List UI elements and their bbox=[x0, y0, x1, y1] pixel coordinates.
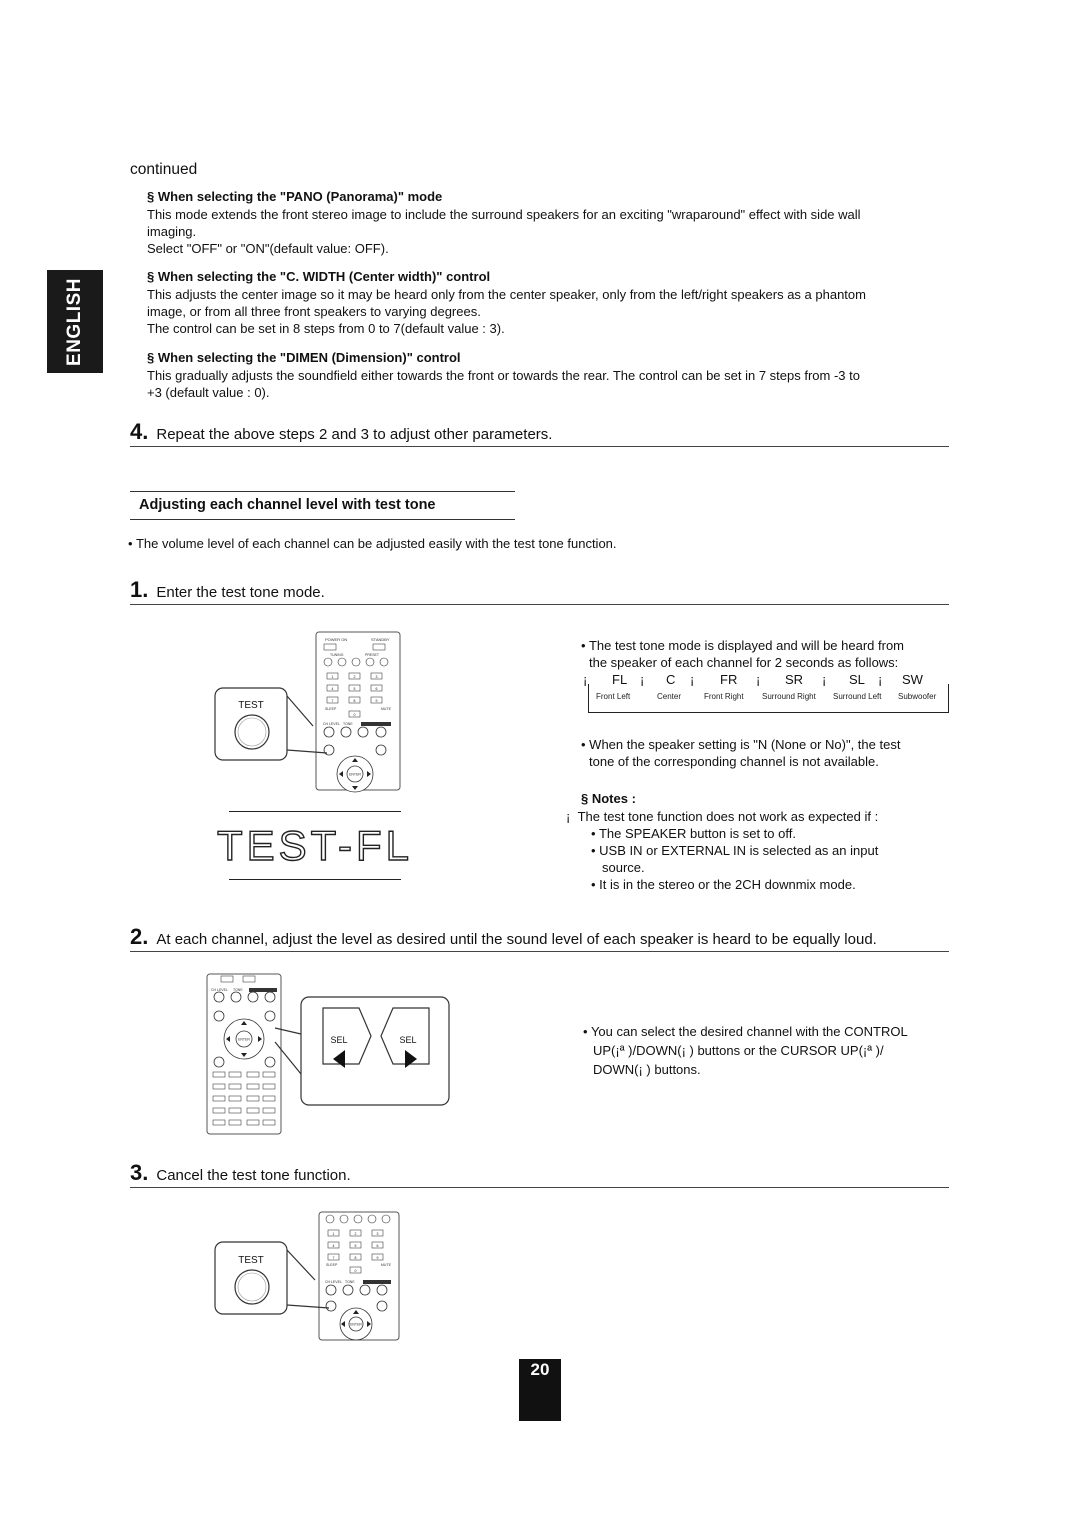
step-3: 3. Cancel the test tone function. bbox=[130, 1160, 351, 1185]
svg-text:8: 8 bbox=[354, 1256, 357, 1260]
seq-start-arrow: ¡ bbox=[583, 672, 588, 687]
svg-text:7: 7 bbox=[332, 1256, 335, 1260]
dimen-body: This gradually adjusts the soundfield either towards the front or towards the rear. The control can be set in 7 steps from -3 to +3 (default value : 0). bbox=[147, 368, 860, 400]
svg-text:SEL: SEL bbox=[399, 1035, 417, 1045]
pano-body: This mode extends the front stereo image to include the surround speakers for an exciting "wraparound" effect with side wall imaging. Select "OFF" or "ON"(default value: OFF). bbox=[147, 207, 861, 256]
seq-arrow: ¡ bbox=[822, 672, 827, 687]
svg-text:1: 1 bbox=[331, 675, 334, 679]
svg-text:SEL: SEL bbox=[330, 1035, 348, 1045]
svg-text:STANDBY: STANDBY bbox=[371, 637, 390, 642]
svg-text:ENTER: ENTER bbox=[350, 1322, 362, 1327]
svg-text:TONE: TONE bbox=[345, 1280, 355, 1284]
channel-code: SL bbox=[849, 672, 865, 687]
dimen-heading: § When selecting the "DIMEN (Dimension)" control bbox=[147, 350, 461, 365]
svg-text:CH LEVEL: CH LEVEL bbox=[325, 1280, 342, 1284]
remote-illustration-1 bbox=[213, 628, 403, 793]
svg-text:SLEEP: SLEEP bbox=[325, 707, 337, 711]
page-number: 20 bbox=[519, 1359, 561, 1421]
channel-name: Front Right bbox=[704, 692, 744, 701]
step-1-rule bbox=[130, 604, 949, 605]
cwidth-heading: § When selecting the "C. WIDTH (Center width)" control bbox=[147, 269, 491, 284]
channel-name: Center bbox=[657, 692, 682, 701]
speaker-note: • When the speaker setting is "N (None or No)", the test tone of the corresponding channel is not available. bbox=[581, 737, 901, 769]
svg-text:2: 2 bbox=[353, 675, 356, 679]
channel-code: C bbox=[666, 672, 676, 687]
svg-text:8: 8 bbox=[353, 699, 356, 703]
step-2-rule bbox=[130, 951, 949, 952]
seq-arrow: ¡ bbox=[690, 672, 695, 687]
svg-text:ENTER: ENTER bbox=[238, 1037, 250, 1042]
svg-text:MUTE: MUTE bbox=[381, 707, 391, 711]
svg-text:3: 3 bbox=[376, 1232, 379, 1236]
svg-text:6: 6 bbox=[376, 1244, 379, 1248]
remote-illustration-2 bbox=[205, 972, 451, 1137]
control-note: • You can select the desired channel with the CONTROL UP(¡ª )/DOWN(¡ ) buttons or the CURSOR UP(¡ª )/ DOWN(¡ ) buttons. bbox=[583, 1024, 908, 1077]
cwidth-body: This adjusts the center image so it may be heard only from the center speaker, only from the left/right speakers as a phantom image, or from all three front speakers to varying degrees. The control can be set in 8 steps from 0 to 7(default value : 3). bbox=[147, 287, 866, 336]
remote-illustration-3 bbox=[213, 1210, 403, 1342]
step-1: 1. Enter the test tone mode. bbox=[130, 577, 325, 602]
svg-text:MUTE: MUTE bbox=[381, 1263, 391, 1267]
step-2: 2. At each channel, adjust the level as desired until the sound level of each speaker is heard to be equally loud. bbox=[130, 924, 877, 949]
svg-text:POWER ON: POWER ON bbox=[325, 637, 348, 642]
intro-text: • The volume level of each channel can be adjusted easily with the test tone function. bbox=[128, 536, 617, 551]
svg-text:TEST-FL: TEST-FL bbox=[216, 822, 414, 869]
svg-text:CH LEVEL: CH LEVEL bbox=[211, 988, 228, 992]
svg-text:5: 5 bbox=[354, 1244, 357, 1248]
section-title-rule-top bbox=[130, 491, 515, 492]
section-title: Adjusting each channel level with test tone bbox=[139, 497, 436, 513]
seq-arrow: ¡ bbox=[640, 672, 645, 687]
display-panel bbox=[216, 822, 414, 869]
svg-text:4: 4 bbox=[332, 1244, 335, 1248]
svg-text:SLEEP: SLEEP bbox=[326, 1263, 338, 1267]
svg-text:0: 0 bbox=[353, 713, 356, 717]
channel-name: Surround Left bbox=[833, 692, 882, 701]
svg-text:6: 6 bbox=[375, 687, 378, 691]
channel-code: FR bbox=[720, 672, 738, 687]
svg-text:1: 1 bbox=[332, 1232, 335, 1236]
channel-name: Front Left bbox=[596, 692, 631, 701]
language-tab bbox=[47, 270, 103, 373]
seq-arrow: ¡ bbox=[878, 672, 883, 687]
svg-text:PRESET: PRESET bbox=[365, 653, 380, 657]
channel-name: Surround Right bbox=[762, 692, 816, 701]
svg-text:TEST: TEST bbox=[238, 1255, 264, 1266]
svg-text:7: 7 bbox=[331, 699, 334, 703]
display-rule-bottom bbox=[229, 879, 401, 880]
seq-arrow: ¡ bbox=[756, 672, 761, 687]
channel-code: FL bbox=[612, 672, 628, 687]
language-tab-label: ENGLISH bbox=[64, 277, 85, 366]
notes-body: ¡ The test tone function does not work as expected if : • The SPEAKER button is set to off. • USB IN or EXTERNAL IN is selected as an input source. • It is in the stereo or the 2CH downmix mode. bbox=[566, 809, 879, 892]
svg-text:9: 9 bbox=[375, 699, 378, 703]
notes-title: § Notes : bbox=[581, 791, 636, 806]
test-tone-note: • The test tone mode is displayed and will be heard from the speaker of each channel for 2 seconds as follows: bbox=[581, 638, 904, 670]
svg-text:2: 2 bbox=[354, 1232, 357, 1236]
svg-text:TONE: TONE bbox=[233, 988, 243, 992]
svg-text:5: 5 bbox=[353, 687, 356, 691]
svg-text:CH LEVEL: CH LEVEL bbox=[323, 722, 340, 726]
continued-label: continued bbox=[130, 161, 198, 178]
svg-text:TONE: TONE bbox=[343, 722, 353, 726]
channel-code: SW bbox=[902, 672, 923, 687]
svg-text:3: 3 bbox=[375, 675, 378, 679]
svg-text:4: 4 bbox=[331, 687, 334, 691]
section-title-rule-bottom bbox=[130, 519, 515, 520]
svg-text:0: 0 bbox=[354, 1269, 357, 1273]
svg-text:ENTER: ENTER bbox=[349, 772, 361, 777]
step-4: 4. Repeat the above steps 2 and 3 to adjust other parameters. bbox=[130, 419, 553, 444]
step-4-rule bbox=[130, 446, 949, 447]
step-3-rule bbox=[130, 1187, 949, 1188]
svg-text:TUNING: TUNING bbox=[330, 653, 344, 657]
svg-text:9: 9 bbox=[376, 1256, 379, 1260]
display-rule-top bbox=[229, 811, 401, 812]
channel-name: Subwoofer bbox=[898, 692, 937, 701]
channel-code: SR bbox=[785, 672, 804, 687]
pano-heading: § When selecting the "PANO (Panorama)" mode bbox=[147, 189, 443, 204]
svg-text:TEST: TEST bbox=[238, 700, 264, 711]
